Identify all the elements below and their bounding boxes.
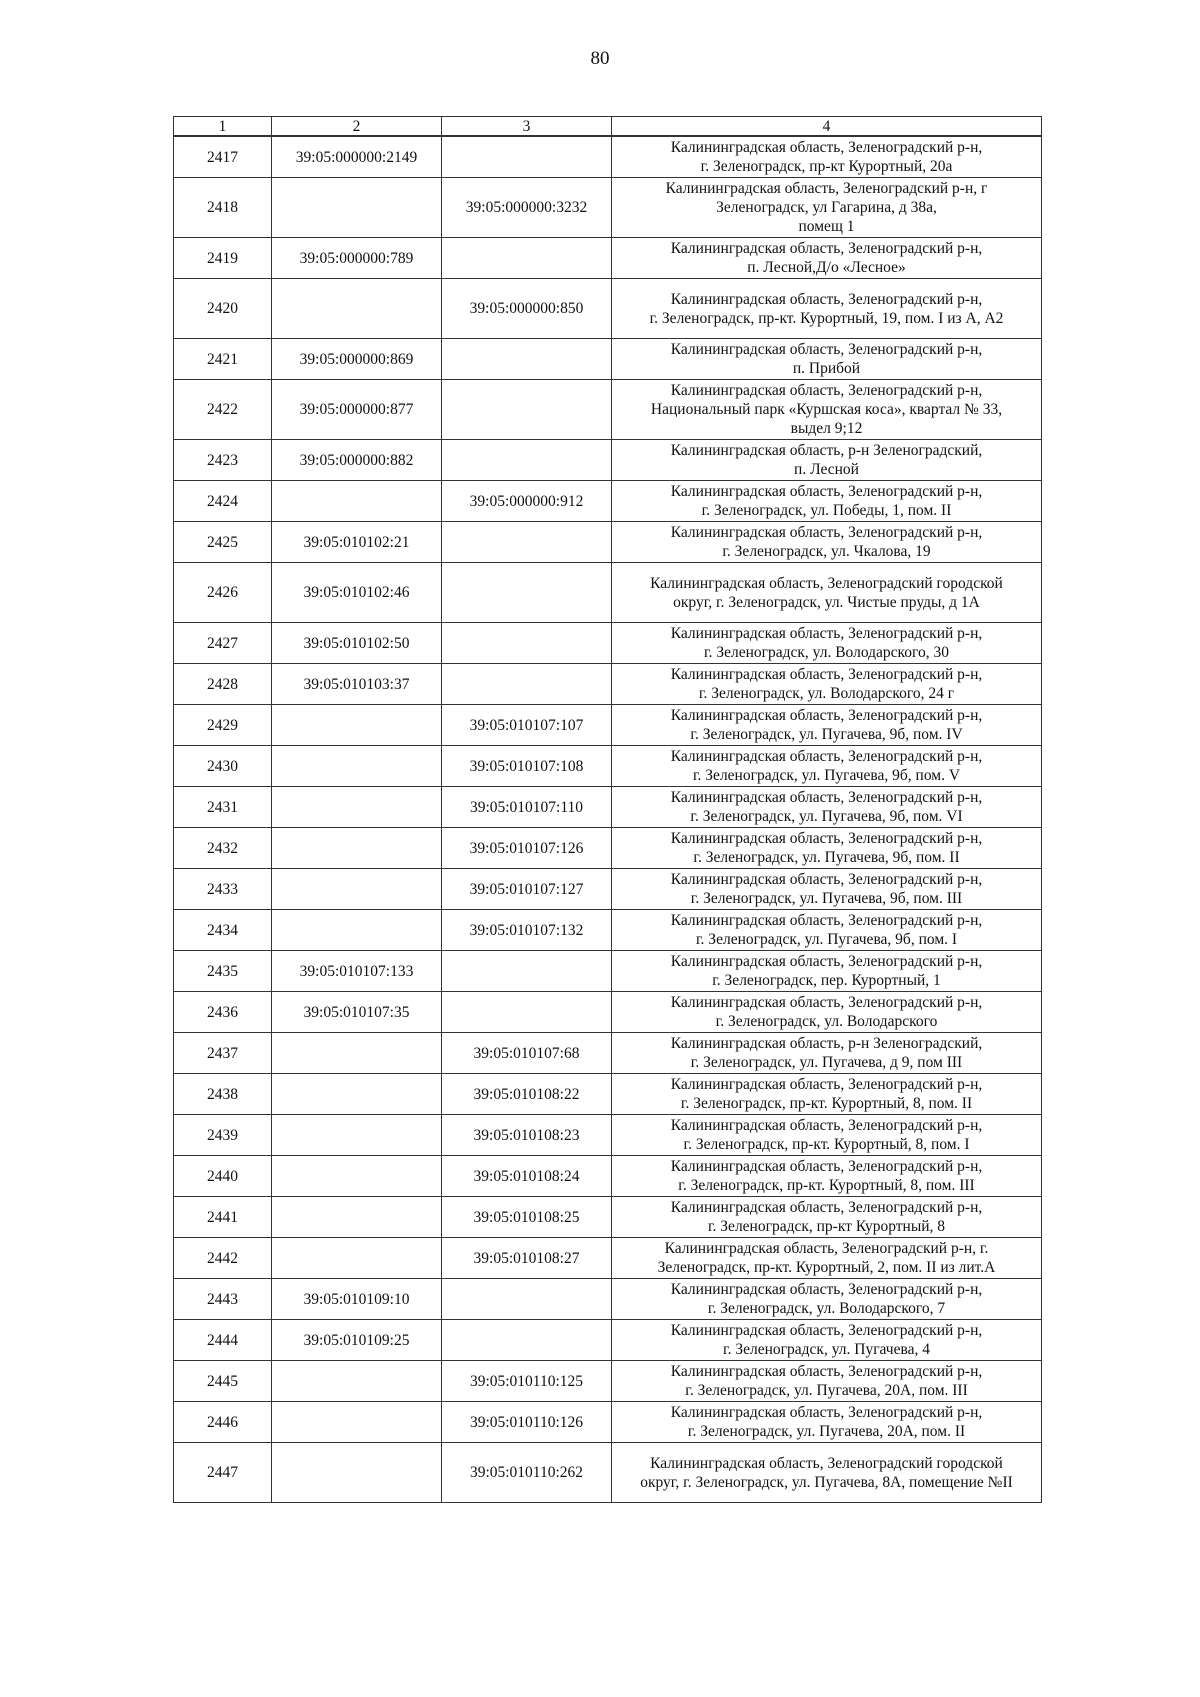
- page-number: 80: [590, 48, 610, 69]
- table-row: [174, 623, 1042, 664]
- table-row: [174, 1197, 1042, 1238]
- row-number-cell: 2427: [174, 623, 272, 664]
- cadastral-number-cell-col3: [442, 238, 612, 279]
- cadastral-number-cell-col3: 39:05:010108:22: [442, 1074, 612, 1115]
- table-row: [174, 481, 1042, 522]
- address-cell: Калининградская область, Зеленоградский р-н, г. Зеленоградск, пр-кт. Курортный, 8, пом. III: [612, 1156, 1042, 1197]
- address-cell: Калининградская область, Зеленоградский р-н, г. Зеленоградск, ул. Пугачева, 20А, пом. III: [612, 1361, 1042, 1402]
- table-row: [174, 1361, 1042, 1402]
- cadastral-number-cell-col3: [442, 623, 612, 664]
- row-number-cell: 2422: [174, 380, 272, 440]
- address-cell: Калининградская область, Зеленоградский р-н, г. Зеленоградск, пр-кт. Курортный, 8, пом. I: [612, 1115, 1042, 1156]
- cadastral-number-cell-col3: [442, 1320, 612, 1361]
- table-row: [174, 705, 1042, 746]
- row-number-cell: 2442: [174, 1238, 272, 1279]
- cadastral-number-cell-col2: [272, 869, 442, 910]
- cadastral-number-cell-col3: [442, 664, 612, 705]
- row-number-cell: 2417: [174, 136, 272, 178]
- address-cell: Калининградская область, Зеленоградский р-н, г. Зеленоградск, ул. Володарского: [612, 992, 1042, 1033]
- address-cell: Калининградская область, Зеленоградский р-н, г. Зеленоградск, ул. Пугачева, 9б, пом. III: [612, 869, 1042, 910]
- cadastral-number-cell-col3: 39:05:010108:23: [442, 1115, 612, 1156]
- table-header: [174, 117, 1042, 137]
- cadastral-number-cell-col2: 39:05:000000:789: [272, 238, 442, 279]
- cadastral-number-cell-col2: [272, 705, 442, 746]
- cadastral-number-cell-col2: 39:05:010103:37: [272, 664, 442, 705]
- cadastral-number-cell-col3: 39:05:000000:850: [442, 279, 612, 339]
- cadastral-number-cell-col3: 39:05:000000:3232: [442, 178, 612, 238]
- address-cell: Калининградская область, Зеленоградский р-н, г. Зеленоградск, ул. Пугачева, 20А, пом. II: [612, 1402, 1042, 1443]
- table-row: [174, 1443, 1042, 1503]
- cadastral-number-cell-col2: 39:05:010109:25: [272, 1320, 442, 1361]
- table-row: [174, 1074, 1042, 1115]
- cadastral-number-cell-col2: [272, 910, 442, 951]
- row-number-cell: 2439: [174, 1115, 272, 1156]
- cadastral-number-cell-col2: [272, 1197, 442, 1238]
- address-cell: Калининградская область, Зеленоградский р-н, г. Зеленоградск, ул. Пугачева, 9б, пом. II: [612, 828, 1042, 869]
- table-row: [174, 869, 1042, 910]
- cadastral-number-cell-col2: 39:05:010107:35: [272, 992, 442, 1033]
- table-row: [174, 1402, 1042, 1443]
- address-cell: Калининградская область, Зеленоградский р-н, г. Зеленоградск, ул. Победы, 1, пом. II: [612, 481, 1042, 522]
- column-header-3: 3: [442, 117, 612, 137]
- cadastral-number-cell-col3: 39:05:000000:912: [442, 481, 612, 522]
- table-row: [174, 563, 1042, 623]
- row-number-cell: 2435: [174, 951, 272, 992]
- address-cell: Калининградская область, Зеленоградский р-н, Национальный парк «Куршская коса», квартал № 33, выдел 9;12: [612, 380, 1042, 440]
- row-number-cell: 2430: [174, 746, 272, 787]
- address-cell: Калининградская область, Зеленоградский р-н, г. Зеленоградск, пер. Курортный, 1: [612, 951, 1042, 992]
- table-row: [174, 1238, 1042, 1279]
- address-cell: Калининградская область, Зеленоградский р-н, г Зеленоградск, ул Гагарина, д 38а, помещ 1: [612, 178, 1042, 238]
- address-cell: Калининградская область, р-н Зеленоградский, п. Лесной: [612, 440, 1042, 481]
- address-cell: Калининградская область, Зеленоградский р-н, п. Прибой: [612, 339, 1042, 380]
- cadastral-number-cell-col3: 39:05:010110:125: [442, 1361, 612, 1402]
- table-row: [174, 910, 1042, 951]
- row-number-cell: 2436: [174, 992, 272, 1033]
- cadastral-number-cell-col2: [272, 787, 442, 828]
- cadastral-number-cell-col2: [272, 828, 442, 869]
- cadastral-number-cell-col2: [272, 1443, 442, 1503]
- address-cell: Калининградская область, Зеленоградский р-н, п. Лесной,Д/о «Лесное»: [612, 238, 1042, 279]
- row-number-cell: 2434: [174, 910, 272, 951]
- row-number-cell: 2424: [174, 481, 272, 522]
- cadastral-number-cell-col3: [442, 339, 612, 380]
- row-number-cell: 2440: [174, 1156, 272, 1197]
- table-row: [174, 136, 1042, 178]
- cadastral-number-cell-col2: [272, 1074, 442, 1115]
- cadastral-number-cell-col2: [272, 1115, 442, 1156]
- cadastral-number-cell-col2: [272, 178, 442, 238]
- cadastral-number-cell-col2: [272, 1238, 442, 1279]
- table-row: [174, 664, 1042, 705]
- row-number-cell: 2421: [174, 339, 272, 380]
- row-number-cell: 2420: [174, 279, 272, 339]
- column-header-4: 4: [612, 117, 1042, 137]
- cadastral-number-cell-col2: 39:05:010102:50: [272, 623, 442, 664]
- address-cell: Калининградская область, Зеленоградский р-н, г. Зеленоградск, ул. Пугачева, 9б, пом. I: [612, 910, 1042, 951]
- cadastral-number-cell-col2: 39:05:000000:2149: [272, 136, 442, 178]
- cadastral-number-cell-col3: 39:05:010107:127: [442, 869, 612, 910]
- cadastral-number-cell-col3: [442, 522, 612, 563]
- row-number-cell: 2446: [174, 1402, 272, 1443]
- table-row: [174, 746, 1042, 787]
- table-row: [174, 279, 1042, 339]
- cadastral-number-cell-col3: [442, 136, 612, 178]
- table-row: [174, 828, 1042, 869]
- row-number-cell: 2428: [174, 664, 272, 705]
- cadastral-number-cell-col3: 39:05:010107:107: [442, 705, 612, 746]
- cadastral-number-cell-col3: 39:05:010107:68: [442, 1033, 612, 1074]
- address-cell: Калининградская область, Зеленоградский р-н, г. Зеленоградск, пр-кт Курортный, 20а: [612, 136, 1042, 178]
- address-cell: Калининградская область, Зеленоградский р-н, г. Зеленоградск, ул. Пугачева, 9б, пом. V: [612, 746, 1042, 787]
- row-number-cell: 2444: [174, 1320, 272, 1361]
- table-row: [174, 992, 1042, 1033]
- column-header-1: 1: [174, 117, 272, 137]
- address-cell: Калининградская область, Зеленоградский р-н, г. Зеленоградск, ул. Володарского, 30: [612, 623, 1042, 664]
- address-cell: Калининградская область, Зеленоградский р-н, г. Зеленоградск, пр-кт Курортный, 8: [612, 1197, 1042, 1238]
- row-number-cell: 2431: [174, 787, 272, 828]
- row-number-cell: 2437: [174, 1033, 272, 1074]
- address-cell: Калининградская область, Зеленоградский р-н, г. Зеленоградск, ул. Пугачева, 4: [612, 1320, 1042, 1361]
- cadastral-number-cell-col3: [442, 380, 612, 440]
- table-row: [174, 522, 1042, 563]
- cadastral-number-cell-col2: [272, 279, 442, 339]
- address-cell: Калининградская область, Зеленоградский р-н, г. Зеленоградск, пр-кт. Курортный, 8, пом. II: [612, 1074, 1042, 1115]
- row-number-cell: 2423: [174, 440, 272, 481]
- cadastral-number-cell-col3: 39:05:010107:108: [442, 746, 612, 787]
- cadastral-number-cell-col3: [442, 440, 612, 481]
- row-number-cell: 2429: [174, 705, 272, 746]
- cadastral-number-cell-col2: [272, 746, 442, 787]
- table-row: [174, 178, 1042, 238]
- cadastral-number-cell-col2: [272, 1402, 442, 1443]
- row-number-cell: 2433: [174, 869, 272, 910]
- address-cell: Калининградская область, Зеленоградский р-н, г. Зеленоградск, пр-кт. Курортный, 19, пом. I из А, А2: [612, 279, 1042, 339]
- register-table: [173, 116, 1042, 1503]
- row-number-cell: 2441: [174, 1197, 272, 1238]
- row-number-cell: 2418: [174, 178, 272, 238]
- header-row: [174, 117, 1042, 137]
- row-number-cell: 2447: [174, 1443, 272, 1503]
- cadastral-number-cell-col2: 39:05:010107:133: [272, 951, 442, 992]
- table-row: [174, 380, 1042, 440]
- cadastral-number-cell-col3: 39:05:010108:25: [442, 1197, 612, 1238]
- cadastral-number-cell-col2: 39:05:000000:869: [272, 339, 442, 380]
- row-number-cell: 2419: [174, 238, 272, 279]
- row-number-cell: 2425: [174, 522, 272, 563]
- cadastral-number-cell-col3: 39:05:010108:27: [442, 1238, 612, 1279]
- cadastral-number-cell-col2: [272, 1361, 442, 1402]
- cadastral-number-cell-col2: 39:05:000000:877: [272, 380, 442, 440]
- table-row: [174, 1115, 1042, 1156]
- cadastral-number-cell-col2: 39:05:010109:10: [272, 1279, 442, 1320]
- cadastral-number-cell-col3: 39:05:010110:126: [442, 1402, 612, 1443]
- table-row: [174, 1320, 1042, 1361]
- address-cell: Калининградская область, Зеленоградский р-н, г. Зеленоградск, ул. Володарского, 7: [612, 1279, 1042, 1320]
- cadastral-number-cell-col3: 39:05:010107:110: [442, 787, 612, 828]
- cadastral-number-cell-col3: 39:05:010107:126: [442, 828, 612, 869]
- cadastral-number-cell-col2: [272, 1156, 442, 1197]
- table-row: [174, 440, 1042, 481]
- table-row: [174, 1156, 1042, 1197]
- address-cell: Калининградская область, р-н Зеленоградский, г. Зеленоградск, ул. Пугачева, д 9, пом III: [612, 1033, 1042, 1074]
- row-number-cell: 2443: [174, 1279, 272, 1320]
- row-number-cell: 2432: [174, 828, 272, 869]
- address-cell: Калининградская область, Зеленоградский р-н, г. Зеленоградск, пр-кт. Курортный, 2, пом. II из лит.А: [612, 1238, 1042, 1279]
- cadastral-number-cell-col2: [272, 481, 442, 522]
- table-row: [174, 1033, 1042, 1074]
- cadastral-number-cell-col3: 39:05:010107:132: [442, 910, 612, 951]
- address-cell: Калининградская область, Зеленоградский р-н, г. Зеленоградск, ул. Чкалова, 19: [612, 522, 1042, 563]
- table-row: [174, 951, 1042, 992]
- table-row: [174, 238, 1042, 279]
- address-cell: Калининградская область, Зеленоградский р-н, г. Зеленоградск, ул. Володарского, 24 г: [612, 664, 1042, 705]
- table-row: [174, 787, 1042, 828]
- cadastral-number-cell-col2: [272, 1033, 442, 1074]
- cadastral-number-cell-col3: [442, 951, 612, 992]
- table-row: [174, 339, 1042, 380]
- cadastral-number-cell-col3: 39:05:010108:24: [442, 1156, 612, 1197]
- table-body: [174, 136, 1042, 1503]
- row-number-cell: 2438: [174, 1074, 272, 1115]
- cadastral-number-cell-col2: 39:05:000000:882: [272, 440, 442, 481]
- cadastral-number-cell-col2: 39:05:010102:46: [272, 563, 442, 623]
- cadastral-number-cell-col3: [442, 992, 612, 1033]
- cadastral-number-cell-col3: 39:05:010110:262: [442, 1443, 612, 1503]
- column-header-2: 2: [272, 117, 442, 137]
- address-cell: Калининградская область, Зеленоградский городской округ, г. Зеленоградск, ул. Пугачева, 8А, помещение №II: [612, 1443, 1042, 1503]
- address-cell: Калининградская область, Зеленоградский р-н, г. Зеленоградск, ул. Пугачева, 9б, пом. VI: [612, 787, 1042, 828]
- table-row: [174, 1279, 1042, 1320]
- address-cell: Калининградская область, Зеленоградский р-н, г. Зеленоградск, ул. Пугачева, 9б, пом. IV: [612, 705, 1042, 746]
- cadastral-number-cell-col2: 39:05:010102:21: [272, 522, 442, 563]
- row-number-cell: 2426: [174, 563, 272, 623]
- cadastral-number-cell-col3: [442, 563, 612, 623]
- cadastral-number-cell-col3: [442, 1279, 612, 1320]
- address-cell: Калининградская область, Зеленоградский городской округ, г. Зеленоградск, ул. Чистые пруды, д 1А: [612, 563, 1042, 623]
- row-number-cell: 2445: [174, 1361, 272, 1402]
